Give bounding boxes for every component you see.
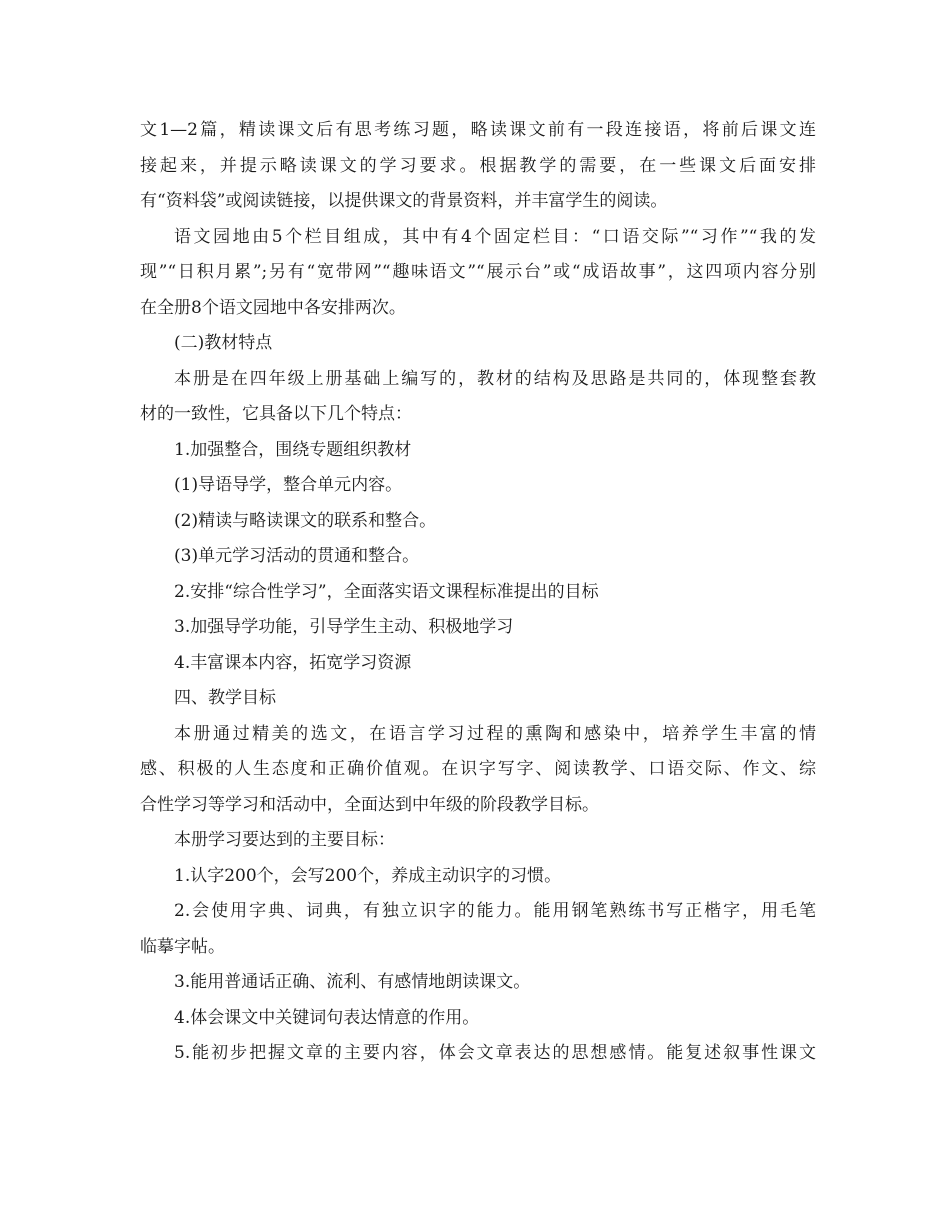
text-line: 有“资料袋”或阅读链接，以提供课文的背景资料，并丰富学生的阅读。 [140,191,668,211]
list-item: 2.会使用字典、词典，有独立识字的能力。能用钢笔熟练书写正楷字，用毛笔 [174,901,816,921]
list-item: 1.加强整合，围绕专题组织教材 [174,439,412,460]
list-item: 4.体会课文中关键词句表达情意的作用。 [174,1007,480,1028]
list-item: 4.丰富课本内容，拓宽学习资源 [174,652,412,673]
text-line: 现”“日积月累”;另有“宽带网”“趣味语文”“展示台”或“成语故事”，这四项内容分别 [140,262,816,282]
text-line: 材的一致性，它具备以下几个特点： [140,404,412,424]
list-item: 3.能用普通话正确、流利、有感情地朗读课文。 [174,972,531,992]
text-line: 在全册8个语文园地中各安排两次。 [140,297,406,318]
list-item: 2.安排“综合性学习”，全面落实语文课程标准提出的目标 [174,581,599,602]
text-line: 文1—2篇，精读课文后有思考练习题，略读课文前有一段连接语，将前后课文连 [140,120,816,140]
list-item: (1)导语导学，整合单元内容。 [174,475,403,495]
text-line: 本册学习要达到的主要目标： [174,830,395,850]
list-item: 1.认字200个，会写200个，养成主动识字的习惯。 [174,865,562,886]
text-line: 语文园地由5个栏目组成，其中有4个固定栏目：“口语交际”“习作”“我的发 [174,226,816,247]
section-heading: 四、教学目标 [174,688,276,708]
text-block [140,113,816,1072]
text-line: 本册通过精美的选文，在语言学习过程的熏陶和感染中，培养学生丰富的情 [174,723,816,744]
text-line: 合性学习等学习和活动中，全面达到中年级的阶段教学目标。 [140,794,599,815]
list-item: 3.加强导学功能，引导学生主动、积极地学习 [174,617,514,637]
text-line: 感、积极的人生态度和正确价值观。在识字写字、阅读教学、口语交际、作文、综 [140,759,816,779]
list-item: (3)单元学习活动的贯通和整合。 [174,546,420,566]
text-line: 接起来，并提示略读课文的学习要求。根据教学的需要，在一些课文后面安排 [140,155,816,176]
section-heading: (二)教材特点 [174,333,273,353]
text-line: 本册是在四年级上册基础上编写的，教材的结构及思路是共同的，体现整套教 [174,368,816,389]
list-item: (2)精读与略读课文的联系和整合。 [174,510,437,531]
list-item: 5.能初步把握文章的主要内容，体会文章表达的思想感情。能复述叙事性课文 [174,1043,816,1063]
text-line: 临摹字帖。 [140,936,225,957]
document-body [140,113,816,1072]
